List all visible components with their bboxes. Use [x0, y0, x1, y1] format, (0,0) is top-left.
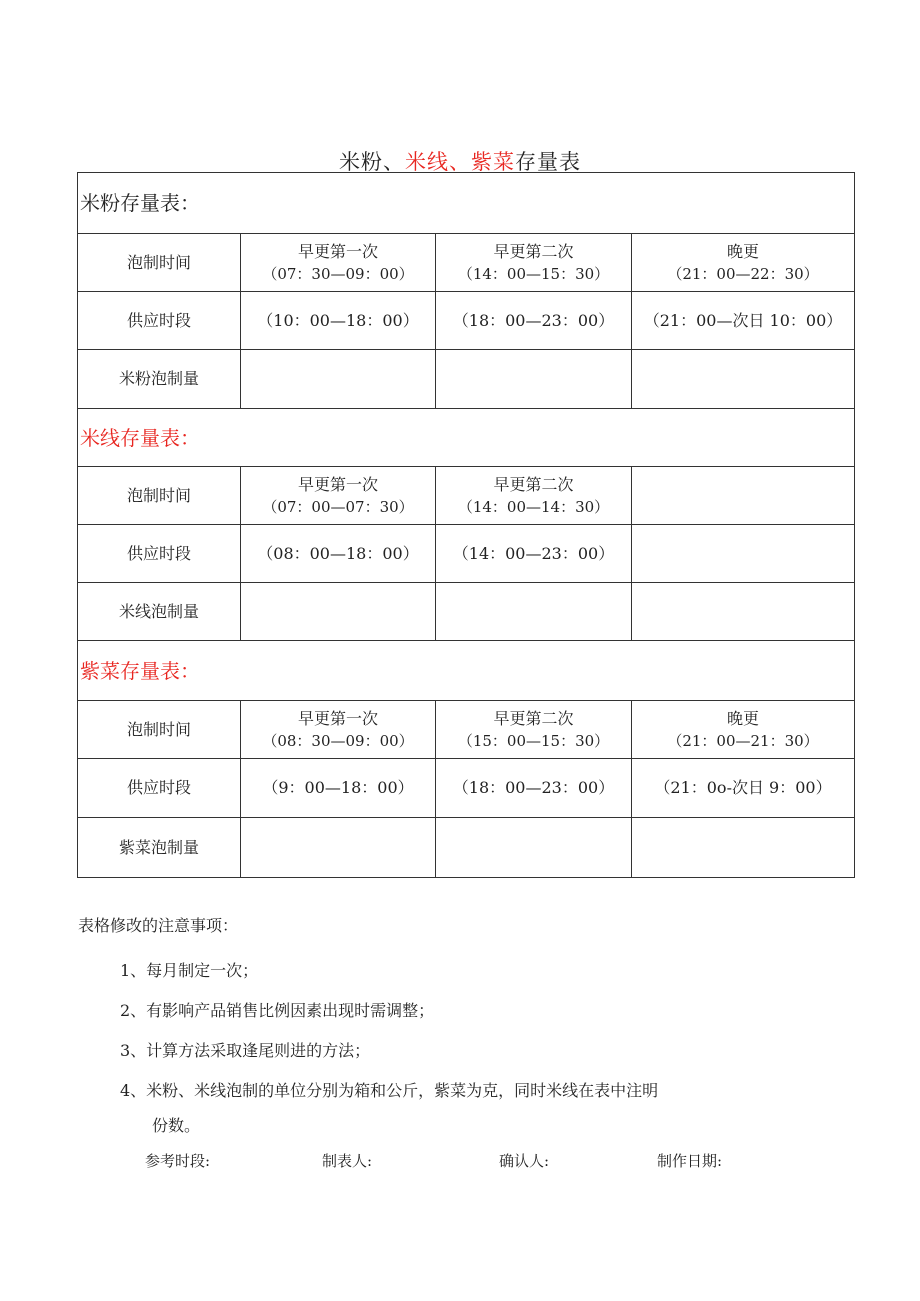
amount-input-cell[interactable] — [241, 350, 436, 409]
row-label-supply-period: 供应时段 — [78, 759, 241, 818]
row-label-supply-period: 供应时段 — [78, 525, 241, 583]
supply-time: （08：00—18：00） — [241, 525, 436, 583]
footer-ref-period: 参考时段: — [145, 1152, 211, 1170]
amount-input-cell[interactable] — [436, 350, 632, 409]
table-row — [78, 350, 855, 409]
shift-name: 晚更 — [726, 708, 759, 728]
shift-name: 早更第一次 — [297, 474, 378, 494]
note-item-3: 3、计算方法采取逢尾则进的方法； — [120, 1041, 371, 1060]
row-label-amount: 紫菜泡制量 — [78, 818, 241, 878]
supply-time — [632, 525, 855, 583]
soak-time: （14：00—15：30） — [457, 264, 610, 283]
section-heading-mifen: 米粉存量表： — [78, 173, 855, 234]
shift-name: 早更第一次 — [297, 708, 378, 728]
supply-time: （9：00—18：00） — [241, 759, 436, 818]
table-row — [78, 292, 855, 350]
table-row — [78, 234, 855, 292]
title-part-mixian: 米线、 — [405, 150, 471, 174]
stock-table — [77, 172, 855, 878]
shift-name: 早更第二次 — [493, 241, 574, 261]
soak-cell — [241, 234, 436, 292]
supply-time: （10：00—18：00） — [241, 292, 436, 350]
footer-confirmed-by: 确认人: — [499, 1152, 550, 1170]
section-heading-zicai: 紫菜存量表： — [78, 641, 855, 701]
row-label-soak-time: 泡制时间 — [78, 467, 241, 525]
row-label-soak-time: 泡制时间 — [78, 234, 241, 292]
soak-time: （21：00—21：30） — [667, 731, 819, 750]
soak-cell — [436, 467, 632, 525]
table-row — [78, 583, 855, 641]
shift-name: 早更第二次 — [493, 708, 574, 728]
shift-name: 早更第一次 — [297, 241, 378, 261]
soak-cell — [632, 467, 855, 525]
supply-time: （18：00—23：00） — [436, 759, 632, 818]
section-heading-mixian: 米线存量表： — [78, 409, 855, 467]
supply-time: （18：00—23：00） — [436, 292, 632, 350]
soak-time: （07：30—09：00） — [262, 264, 414, 283]
soak-time: （21：00—22：30） — [667, 264, 819, 283]
soak-cell — [241, 701, 436, 759]
soak-cell — [632, 234, 855, 292]
row-label-supply-period: 供应时段 — [78, 292, 241, 350]
section-heading-row — [78, 173, 855, 234]
soak-cell — [436, 701, 632, 759]
soak-time: （15：00—15：30） — [457, 731, 610, 750]
row-label-amount: 米线泡制量 — [78, 583, 241, 641]
note-item-1: 1、每月制定一次； — [120, 961, 259, 980]
row-label-amount: 米粉泡制量 — [78, 350, 241, 409]
amount-input-cell[interactable] — [632, 583, 855, 641]
footer-made-date: 制作日期: — [657, 1152, 723, 1170]
table-row — [78, 525, 855, 583]
amount-input-cell[interactable] — [436, 818, 632, 878]
soak-time: （14：00—14：30） — [457, 497, 610, 516]
amount-input-cell[interactable] — [241, 583, 436, 641]
amount-input-cell[interactable] — [436, 583, 632, 641]
amount-input-cell[interactable] — [241, 818, 436, 878]
section-heading-row — [78, 641, 855, 701]
amount-input-cell[interactable] — [632, 818, 855, 878]
table-row — [78, 818, 855, 878]
supply-time: （21：0o-次日 9：00） — [632, 759, 855, 818]
soak-time: （08：30—09：00） — [262, 731, 414, 750]
row-label-soak-time: 泡制时间 — [78, 701, 241, 759]
footer-made-by: 制表人: — [322, 1152, 373, 1170]
supply-time: （14：00—23：00） — [436, 525, 632, 583]
note-item-2: 2、有影响产品销售比例因素出现时需调整； — [120, 1001, 435, 1020]
soak-time: （07：00—07：30） — [262, 497, 414, 516]
notes-heading: 表格修改的注意事项： — [78, 916, 239, 935]
title-part-zicai: 紫菜 — [471, 150, 515, 174]
shift-name: 早更第二次 — [493, 474, 574, 494]
amount-input-cell[interactable] — [632, 350, 855, 409]
note-item-4: 4、米粉、米线泡制的单位分别为箱和公斤，紫菜为克，同时米线在表中注明 — [120, 1081, 659, 1100]
section-heading-row — [78, 409, 855, 467]
shift-name: 晚更 — [726, 241, 759, 261]
title-part-mifen: 米粉、 — [339, 150, 405, 174]
table-row — [78, 759, 855, 818]
soak-cell — [436, 234, 632, 292]
table-row — [78, 701, 855, 759]
soak-cell — [632, 701, 855, 759]
supply-time: （21：00—次日 10：00） — [632, 292, 855, 350]
table-row — [78, 467, 855, 525]
soak-cell — [241, 467, 436, 525]
title-part-suffix: 存量表 — [515, 150, 581, 174]
note-item-4-continuation: 份数。 — [152, 1116, 201, 1135]
